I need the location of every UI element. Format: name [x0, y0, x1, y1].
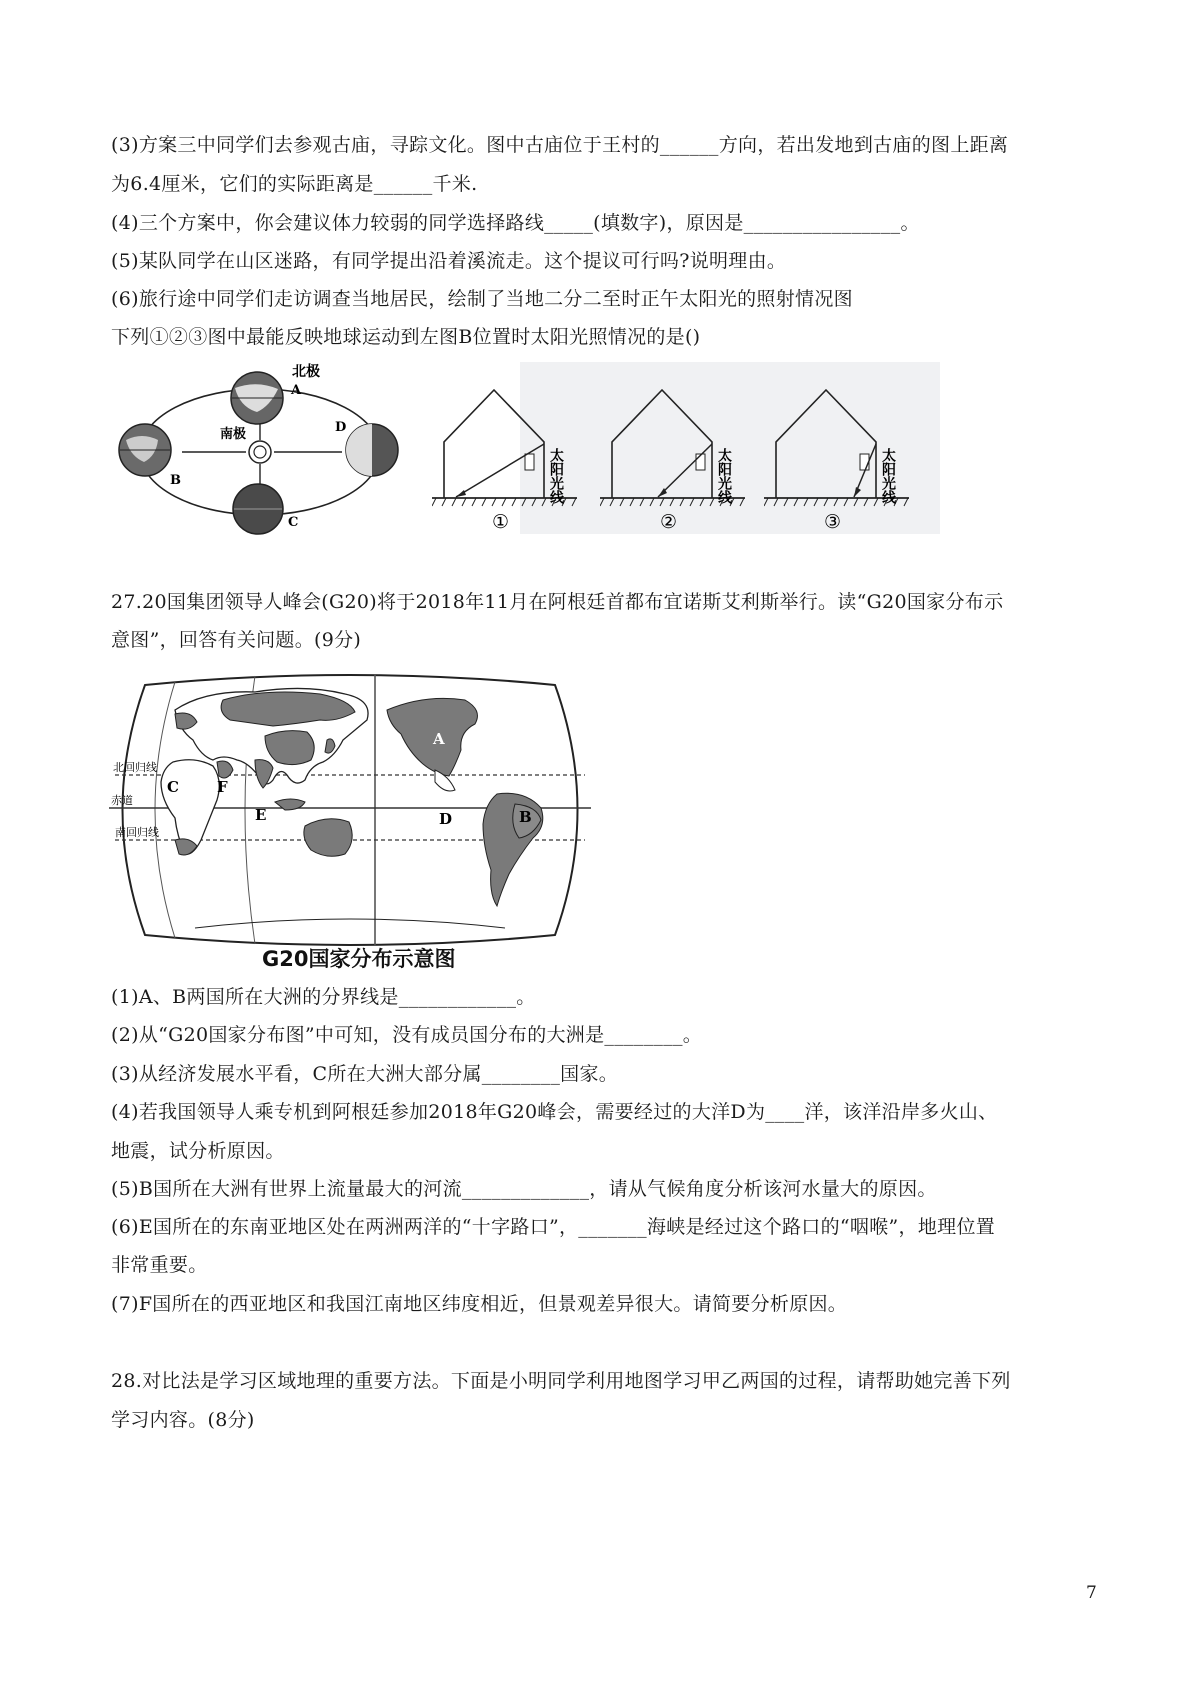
g20-world-map — [105, 670, 595, 970]
map-label-a: A — [433, 730, 445, 748]
house-diagram-1 — [432, 362, 582, 542]
map-label-c: C — [167, 778, 179, 796]
q26-part3-line1: (3)方案三中同学们去参观古庙，寻踪文化。图中古庙位于王村的______方向，若出发地到古庙的图上距离 — [111, 134, 1009, 156]
q26-part5: (5)某队同学在山区迷路，有同学提出沿着溪流走。这个提议可行吗?说明理由。 — [111, 250, 787, 272]
q27-part4-line1: (4)若我国领导人乘专机到阿根廷参加2018年G20峰会，需要经过的大洋D为____洋，该洋沿岸多火山、 — [111, 1101, 998, 1123]
label-orbit-a: A — [291, 383, 302, 398]
label-orbit-c: C — [288, 515, 299, 530]
sunlight-label-3: 太阳光线 — [880, 448, 896, 504]
label-orbit-d: D — [335, 420, 347, 435]
globe-d — [346, 424, 398, 476]
house-number-1: ① — [492, 511, 510, 533]
q26-part6-line1: (6)旅行途中同学们走访调查当地居民，绘制了当地二分二至时正午太阳光的照射情况图 — [111, 288, 853, 310]
map-label-north-tropic: 北回归线 — [113, 761, 157, 774]
map-label-equator: 赤道 — [111, 794, 133, 807]
q28-intro-line1: 28.对比法是学习区域地理的重要方法。下面是小明同学利用地图学习甲乙两国的过程，请帮助她完善下列 — [111, 1370, 1011, 1392]
q27-part5: (5)B国所在大洲有世界上流量最大的河流_____________，请从气候角度分析该河水量大的原因。 — [111, 1178, 937, 1200]
australia-shape — [304, 819, 352, 856]
map-label-f: F — [217, 778, 228, 796]
label-north-pole: 北极 — [292, 364, 320, 380]
q27-intro-line2: 意图”，回答有关问题。(9分) — [111, 629, 362, 651]
house-number-3: ③ — [824, 511, 842, 533]
label-south-pole: 南极 — [220, 427, 247, 442]
q27-intro-line1: 27.20国集团领导人峰会(G20)将于2018年11月在阿根廷首都布宜诺斯艾利斯举行。读“G20国家分布示 — [111, 591, 1004, 613]
q27-part6-line1: (6)E国所在的东南亚地区处在两洲两洋的“十字路口”，_______海峡是经过这个路口的“咽喉”，地理位置 — [111, 1216, 996, 1238]
q27-part6-line2: 非常重要。 — [111, 1254, 208, 1276]
house-diagram-2 — [600, 362, 750, 542]
q27-part3: (3)从经济发展水平看，C所在大洲大部分属________国家。 — [111, 1063, 619, 1085]
map-label-b: B — [519, 808, 532, 826]
house-number-2: ② — [660, 511, 678, 533]
earth-orbit-diagram — [110, 362, 410, 542]
globe-c — [233, 484, 283, 534]
map-caption: G20国家分布示意图 — [262, 947, 456, 971]
map-label-e: E — [255, 806, 267, 824]
globe-a — [231, 372, 283, 424]
page-number: 7 — [1086, 1583, 1097, 1603]
q27-part1: (1)A、B两国所在大洲的分界线是____________。 — [111, 986, 536, 1008]
globe-b — [119, 424, 171, 476]
q26-part4: (4)三个方案中，你会建议体力较弱的同学选择路线_____(填数字)，原因是________________。 — [111, 212, 920, 234]
q27-part4-line2: 地震，试分析原因。 — [111, 1140, 285, 1162]
q27-part2: (2)从“G20国家分布图”中可知，没有成员国分布的大洲是________。 — [111, 1024, 703, 1046]
map-label-d: D — [439, 810, 453, 828]
q27-part7: (7)F国所在的西亚地区和我国江南地区纬度相近，但景观差异很大。请简要分析原因。 — [111, 1293, 848, 1315]
map-label-south-tropic: 南回归线 — [115, 826, 159, 839]
house-diagram-3 — [764, 362, 914, 542]
sunlight-label-2: 太阳光线 — [716, 448, 732, 504]
q28-intro-line2: 学习内容。(8分) — [111, 1409, 255, 1431]
q26-part3-line2: 为6.4厘米，它们的实际距离是______千米. — [111, 173, 478, 195]
label-orbit-b: B — [170, 473, 181, 488]
sunlight-label-1: 太阳光线 — [548, 448, 564, 504]
q26-part6-line2: 下列①②③图中最能反映地球运动到左图B位置时太阳光照情况的是() — [111, 326, 701, 348]
